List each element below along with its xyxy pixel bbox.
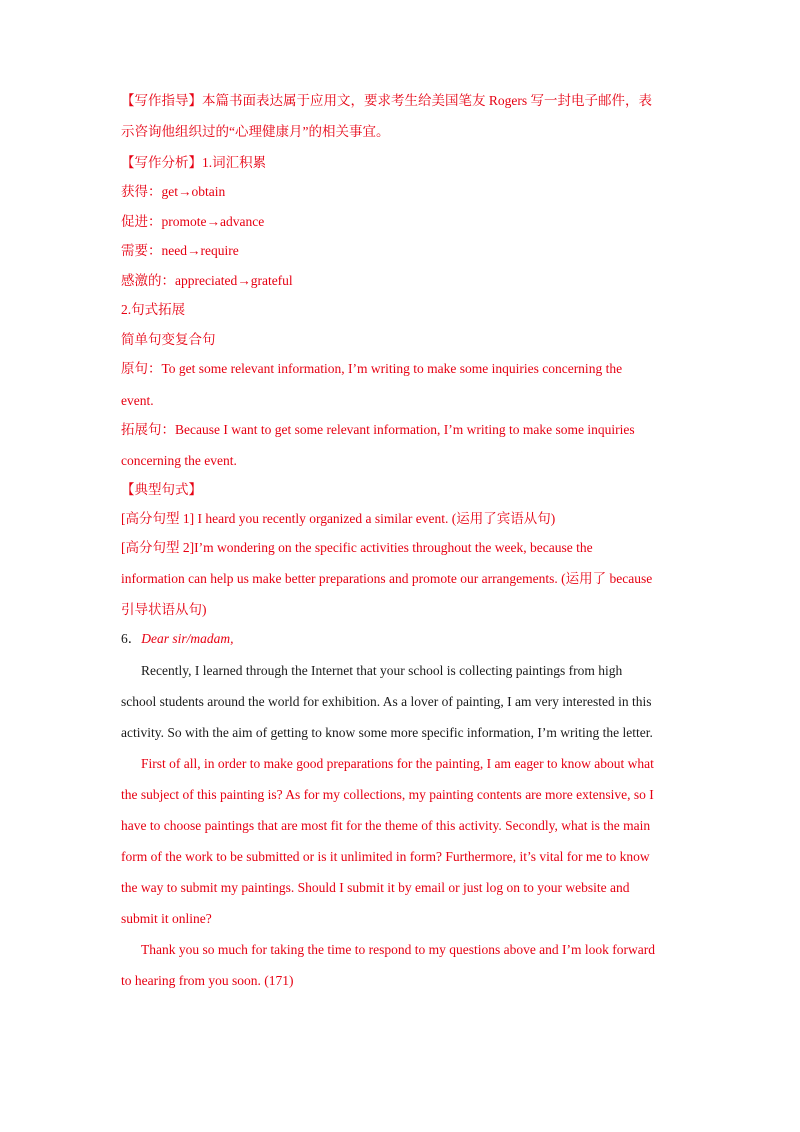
original-sentence-line-2: event.	[121, 393, 154, 408]
sentence-subheading: 简单句变复合句	[121, 332, 216, 347]
writing-guide-line-1: 【写作指导】本篇书面表达属于应用文，要求考生给美国笔友 Rogers 写一封电子邮件，表	[121, 93, 652, 108]
typical-sentence-1: [高分句型 1] I heard you recently organized a similar event. (运用了宾语从句)	[121, 511, 556, 526]
typical-sentence-2-line-1: [高分句型 2]I’m wondering on the specific activities throughout the week, because the	[121, 540, 593, 555]
sentence-heading: 2.句式拓展	[121, 302, 186, 317]
essay-greeting: Dear sir/madam,	[141, 631, 234, 646]
vocab-item: 需要：need→require	[121, 243, 239, 258]
essay-p2-line: submit it online?	[121, 911, 212, 926]
expanded-sentence-line-1: 拓展句：Because I want to get some relevant information, I’m writing to make some inquiries	[121, 422, 635, 437]
typical-heading: 【典型句式】	[121, 482, 202, 497]
vocab-item: 获得：get→obtain	[121, 184, 226, 199]
essay-p1-line: activity. So with the aim of getting to know some more specific information, I’m writing the letter.	[121, 725, 653, 740]
writing-guide-line-2: 示咨询他组织过的“心理健康月”的相关事宜。	[121, 124, 390, 139]
essay-p3-line: to hearing from you soon. (171)	[121, 973, 294, 988]
vocab-item: 促进：promote→advance	[121, 214, 265, 229]
vocab-item: 感激的：appreciated→grateful	[121, 273, 293, 288]
essay-p2-line: First of all, in order to make good preparations for the painting, I am eager to know about what	[141, 756, 654, 771]
original-sentence-line-1: 原句：To get some relevant information, I’m writing to make some inquiries concerning the	[121, 361, 623, 376]
essay-p3-line: Thank you so much for taking the time to respond to my questions above and I’m look forward	[141, 942, 656, 957]
expanded-sentence-line-2: concerning the event.	[121, 453, 237, 468]
essay-p2-line: have to choose paintings that are most fit for the theme of this activity. Secondly, what is the main	[121, 818, 651, 833]
essay-p1-line: school students around the world for exhibition. As a lover of painting, I am very interested in this	[121, 694, 652, 709]
essay-p2-line: the way to submit my paintings. Should I submit it by email or just log on to your website and	[121, 880, 630, 895]
essay-header	[121, 630, 234, 648]
essay-number: 6．	[121, 631, 142, 646]
essay-p1-line: Recently, I learned through the Internet that your school is collecting paintings from high	[141, 663, 623, 678]
essay-p2-line: the subject of this painting is? As for my collections, my painting contents are more extensive, so I	[121, 787, 654, 802]
typical-sentence-2-line-2: information can help us make better preparations and promote our arrangements. (运用了 because	[121, 571, 653, 586]
analysis-heading: 【写作分析】1.词汇积累	[121, 155, 267, 170]
essay-p2-line: form of the work to be submitted or is it unlimited in form? Furthermore, it’s vital for me to know	[121, 849, 650, 864]
typical-sentence-2-line-3: 引导状语从句)	[121, 602, 207, 617]
